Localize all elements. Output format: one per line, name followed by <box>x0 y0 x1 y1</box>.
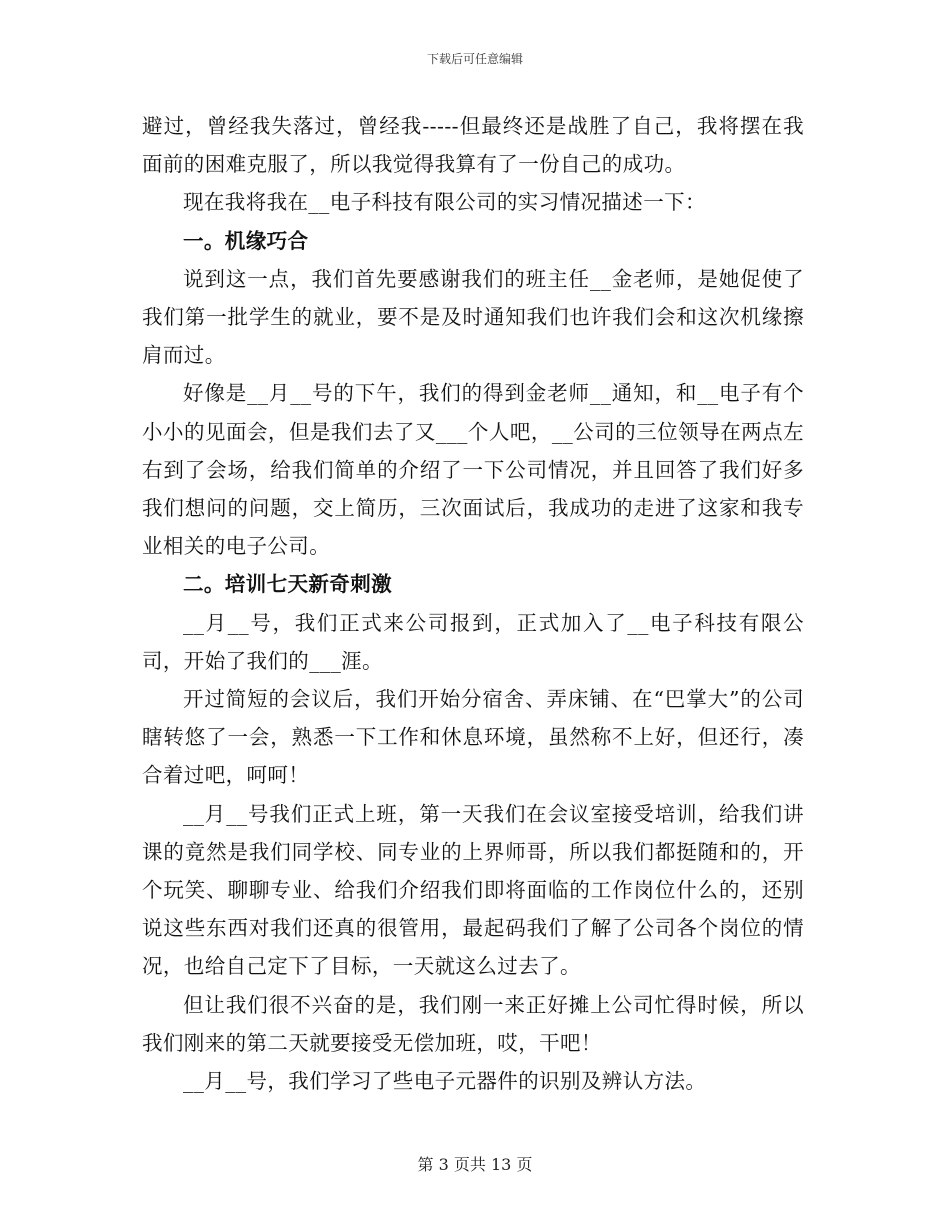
paragraph: 说到这一点，我们首先要感谢我们的班主任__金老师，是她促使了我们第一批学生的就业，要不是及时通知我们也许我们会和这次机缘擦肩而过。 <box>142 266 804 368</box>
section-heading-2: 二。培训七天新奇刺激 <box>183 572 392 597</box>
paragraph: 但让我们很不兴奋的是，我们刚一来正好摊上公司忙得时候，所以我们刚来的第二天就要接受无偿加班，哎，干吧！ <box>142 992 804 1055</box>
paragraph-intro: 现在我将我在__电子科技有限公司的实习情况描述一下： <box>183 190 706 215</box>
document-body <box>142 107 804 1100</box>
page-number: 第 3 页共 13 页 <box>417 1155 533 1174</box>
paragraph: 开过简短的会议后，我们开始分宿舍、弄床铺、在“巴掌大”的公司瞎转悠了一会，熟悉一下工作和休息环境，虽然称不上好，但还行，凑合着过吧，呵呵！ <box>142 687 804 788</box>
paragraph: __月__号我们正式上班，第一天我们在会议室接受培训，给我们讲课的竟然是我们同学校、同专业的上界师哥，所以我们都挺随和的，开个玩笑、聊聊专业、给我们介绍我们即将面临的工作岗位什么的，还别说这些东西对我们还真的很管用，最起码我们了解了公司各个岗位的情况，也给自己定下了目标，一天就这么过去了。 <box>142 801 804 979</box>
paragraph: __月__号，我们正式来公司报到，正式加入了__电子科技有限公司，开始了我们的___涯。 <box>142 610 804 673</box>
paragraph: 好像是__月__号的下午，我们的得到金老师__通知，和__电子有个小小的见面会，但是我们去了又___个人吧，__公司的三位领导在两点左右到了会场，给我们简单的介绍了一下公司情况，并且回答了我们好多我们想问的问题，交上简历，三次面试后，我成功的走进了这家和我专业相关的电子公司。 <box>142 381 804 559</box>
section-heading-1: 一。机缘巧合 <box>183 228 309 253</box>
paragraph-continuation: 避过，曾经我失落过，曾经我-----但最终还是战胜了自己，我将摆在我面前的困难克服了，所以我觉得我算有了一份自己的成功。 <box>142 114 804 177</box>
paragraph: __月__号，我们学习了些电子元器件的识别及辨认方法。 <box>183 1069 707 1094</box>
page-header-note: 下载后可任意编辑 <box>426 52 523 66</box>
